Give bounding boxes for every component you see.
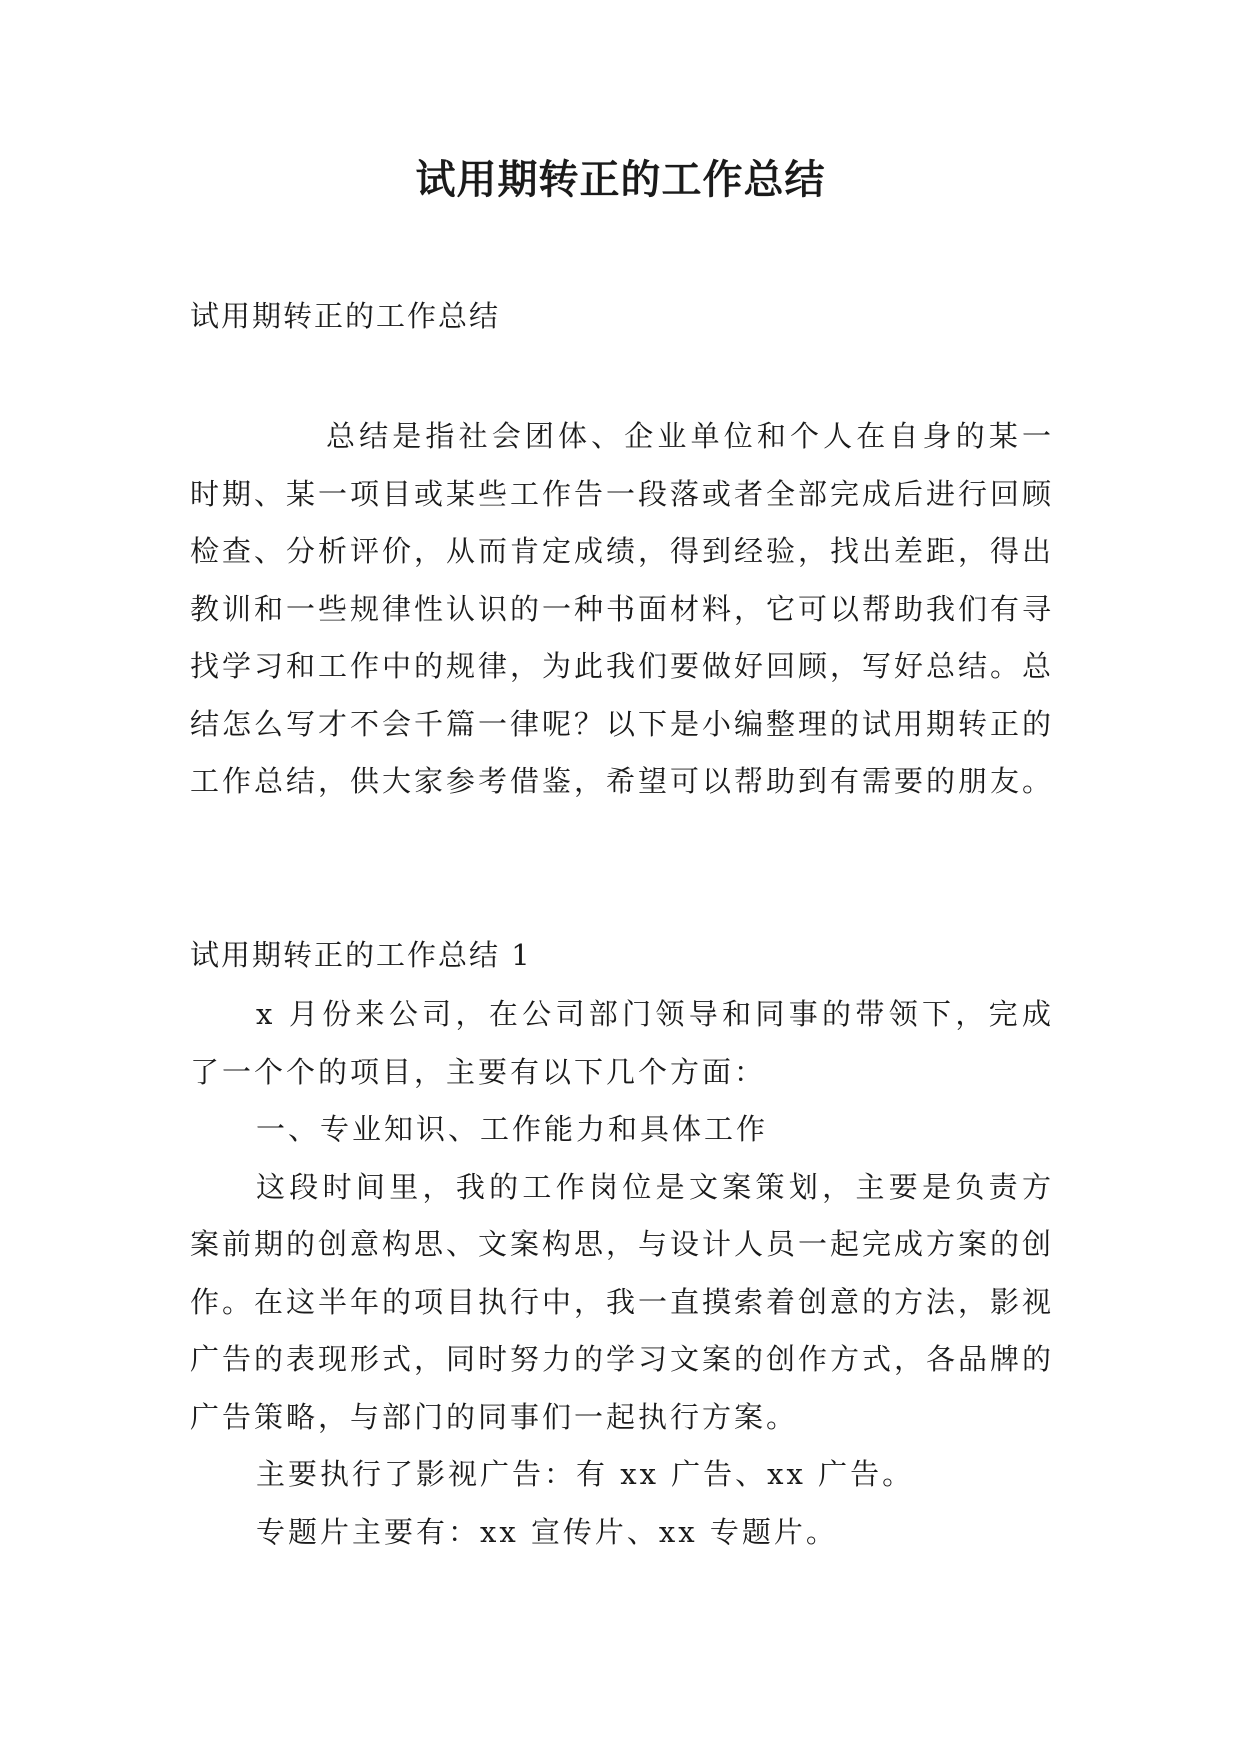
body-paragraph: x 月份来公司，在公司部门领导和同事的带领下，完成了一个个的项目，主要有以下几个方面： xyxy=(190,997,1054,1089)
document-subtitle: 试用期转正的工作总结 xyxy=(190,299,501,333)
body-paragraph: 专题片主要有：xx 宣传片、xx 专题片。 xyxy=(256,1514,838,1549)
body-paragraph: 主要执行了影视广告：有 xx 广告、xx 广告。 xyxy=(256,1457,915,1491)
body-paragraph: 这段时间里，我的工作岗位是文案策划，主要是负责方案前期的创意构思、文案构思，与设计人员一起完成方案的创作。在这半年的项目执行中，我一直摸索着创意的方法，影视广告的表现形式，同时努力的学习文案的创作方式，各品牌的广告策略，与部门的同事们一起执行方案。 xyxy=(190,1169,1055,1434)
section-heading: 试用期转正的工作总结 1 xyxy=(190,938,532,972)
subsection-heading: 一、专业知识、工作能力和具体工作 xyxy=(256,1112,769,1146)
intro-paragraph: 总结是指社会团体、企业单位和个人在自身的某一时期、某一项目或某些工作告一段落或者全部完成后进行回顾检查、分析评价，从而肯定成绩，得到经验，找出差距，得出教训和一些规律性认识的一种书面材料，它可以帮助我们有寻找学习和工作中的规律，为此我们要做好回顾，写好总结。总结怎么写才不会千篇一律呢？以下是小编整理的试用期转正的工作总结，供大家参考借鉴，希望可以帮助到有需要的朋友。 xyxy=(190,419,1055,798)
section-body xyxy=(190,986,1054,1561)
document-title: 试用期转正的工作总结 xyxy=(415,157,826,203)
